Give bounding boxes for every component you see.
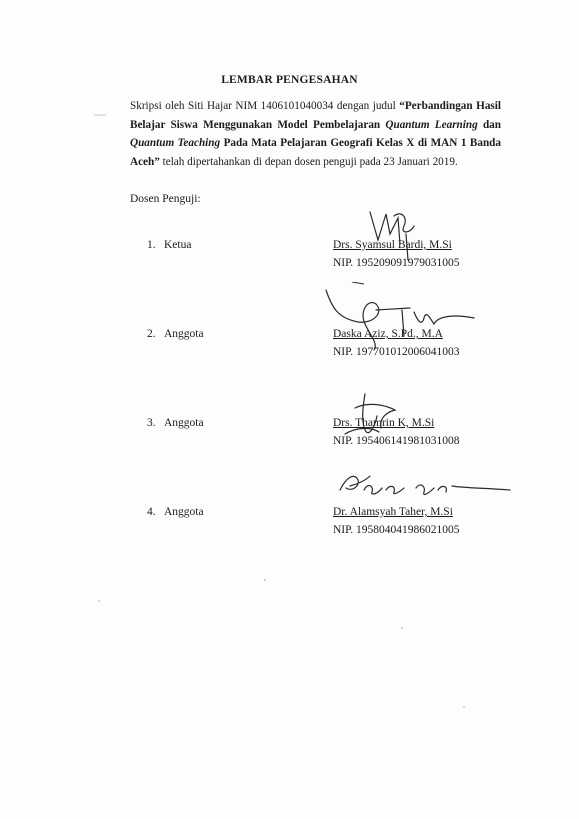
- examiner-row: [0, 506, 579, 546]
- thesis-title-italic-1: Quantum Learning: [385, 118, 478, 131]
- scan-speck: [263, 578, 267, 582]
- examiner-name: Drs. Syamsul Bardi, M.Si: [333, 239, 452, 251]
- examiner-row: [0, 417, 579, 457]
- examiner-name: Drs. Thamrin K, M.Si: [333, 417, 435, 429]
- examiner-row: [0, 328, 579, 368]
- examiner-nip: NIP. 195406141981031008: [333, 435, 460, 447]
- examiner-role: Anggota: [164, 417, 204, 429]
- page-title: LEMBAR PENGESAHAN: [221, 74, 358, 86]
- scan-speck: [97, 599, 101, 603]
- examiner-number: 1.: [147, 239, 156, 251]
- examiner-nip: NIP. 195804041986021005: [333, 524, 460, 536]
- examiner-role: Ketua: [164, 239, 192, 251]
- scan-speck: [94, 113, 108, 117]
- intro-text-1: Skripsi oleh Siti Hajar NIM 1406101040034 dengan judul: [130, 100, 400, 112]
- examiner-name: Daska Aziz, S.Pd., M.A: [333, 328, 443, 340]
- thesis-title-part-2: dan: [477, 118, 501, 131]
- examiner-row: [0, 239, 579, 279]
- examiner-nip: NIP. 195209091979031005: [333, 257, 460, 269]
- examiner-nip: NIP. 197701012006041003: [333, 346, 460, 358]
- signature-anggota-3: [334, 466, 514, 506]
- examiners-label: Dosen Penguji:: [130, 193, 201, 205]
- scan-speck: [400, 626, 404, 630]
- thesis-title-part-1: “Perbandingan Hasil Belajar Siswa Menggunakan Model Pembelajaran: [130, 100, 501, 131]
- thesis-title-part-3: Pada Mata Pelajaran Geografi Kelas X di MAN 1 Banda Aceh”: [130, 137, 501, 168]
- examiner-number: 4.: [147, 506, 156, 518]
- examiner-role: Anggota: [164, 328, 204, 340]
- thesis-title-italic-2: Quantum Teaching: [130, 137, 221, 149]
- examiner-role: Anggota: [164, 506, 204, 518]
- intro-text-2: telah dipertahankan di depan dosen penguji pada 23 Januari 2019.: [159, 155, 458, 168]
- examiner-name: Dr. Alamsyah Taher, M.Si: [333, 506, 453, 518]
- examiner-number: 2.: [147, 328, 156, 340]
- approval-paragraph: [130, 97, 501, 171]
- examiner-number: 3.: [147, 417, 156, 429]
- scan-speck: [462, 705, 466, 709]
